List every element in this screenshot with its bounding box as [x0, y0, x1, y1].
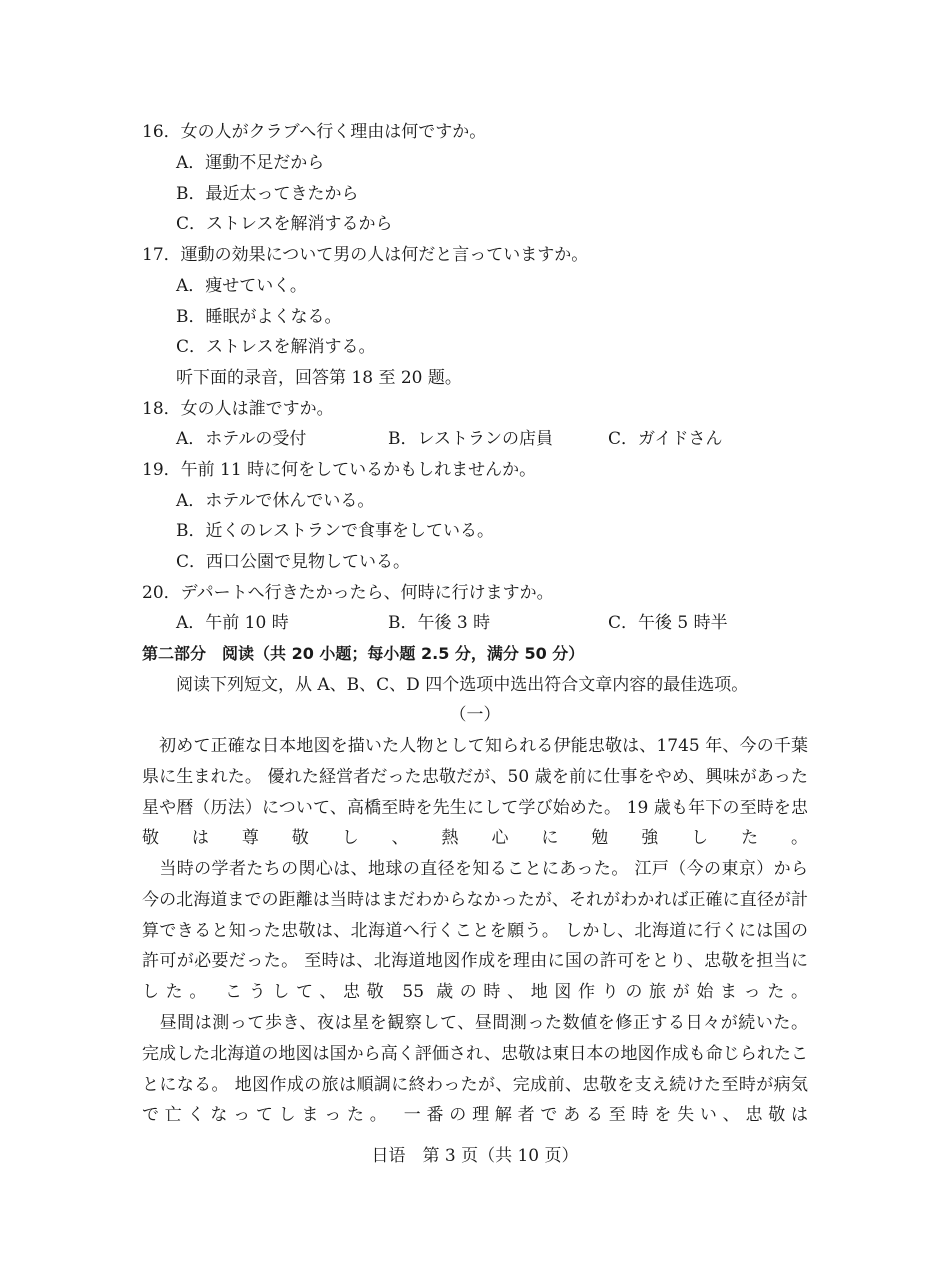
- reading-section-heading: 第二部分 阅读（共 20 小题；每小题 2.5 分，满分 50 分）: [142, 644, 585, 663]
- question-20-option-a: A．午前 10 時: [176, 613, 289, 633]
- question-20-option-c: C．午後 5 時半: [608, 613, 728, 633]
- question-17-option-c: C．ストレスを解消する。: [176, 337, 376, 357]
- question-20-stem: 20．デパートへ行きたかったら、何時に行けますか。: [142, 583, 554, 603]
- passage-paragraph-2: 当時の学者たちの関心は、地球の直径を知ることにあった。 江戸（今の東京）から今の北海道までの距離は当時はまだわからなかったが、それがわかれば正確に直径が計算できると知った忠敬は、北海道へ行くことを願う。 しかし、北海道に行くには国の許可が必要だった。 至時は、北海道地図作成を理由に国の許可をとり、忠敬を担当にした。 こうして、忠敬 55 歳の時、地図作りの旅が始まった。: [142, 859, 808, 1003]
- listening-instruction: 听下面的录音，回答第 18 至 20 题。: [176, 368, 462, 388]
- question-19-option-a: A．ホテルで休んでいる。: [176, 491, 375, 511]
- question-18-option-b: B．レストランの店員: [388, 429, 553, 449]
- question-17-option-b: B．睡眠がよくなる。: [176, 307, 342, 327]
- passage-paragraph-3: 昼間は測って歩き、夜は星を観察して、昼間測った数値を修正する日々が続いた。 完成した北海道の地図は国から高く評価され、忠敬は東日本の地図作成も命じられたことになる。 地図作成の旅は順調に終わったが、完成前、忠敬を支え続けた至時が病気で亡くなってしまった。 一番の理解者である至時を失い、忠敬は: [142, 1013, 808, 1126]
- question-18-option-a: A．ホテルの受付: [176, 429, 307, 449]
- page-footer: 日语 第 3 页（共 10 页）: [371, 1146, 579, 1166]
- question-17-option-a: A．痩せていく。: [176, 276, 307, 296]
- passage-paragraph-1: 初めて正確な日本地図を描いた人物として知られる伊能忠敬は、1745 年、今の千葉県に生まれた。 優れた経営者だった忠敬だが、50 歳を前に仕事をやめ、興味があった星や暦（历法）について、高橋至時を先生にして学び始めた。 19 歳も年下の至時を忠敬は尊敬し、熱心に勉強した。: [142, 736, 808, 849]
- question-19-option-b: B．近くのレストランで食事をしている。: [176, 521, 494, 541]
- question-18-option-c: C．ガイドさん: [608, 429, 723, 449]
- question-16-option-b: B．最近太ってきたから: [176, 184, 359, 204]
- question-18-stem: 18．女の人は誰ですか。: [142, 399, 334, 419]
- passage-number: （一）: [449, 705, 501, 725]
- question-19-stem: 19．午前 11 時に何をしているかもしれませんか。: [142, 460, 537, 480]
- question-16-stem: 16．女の人がクラブへ行く理由は何ですか。: [142, 122, 487, 142]
- question-16-option-a: A．運動不足だから: [176, 153, 325, 173]
- reading-instruction: 阅读下列短文，从 A、B、C、D 四个选项中选出符合文章内容的最佳选项。: [176, 675, 749, 695]
- question-20-option-b: B．午後 3 時: [388, 613, 491, 633]
- question-16-option-c: C．ストレスを解消するから: [176, 214, 393, 234]
- question-19-option-c: C．西口公園で見物している。: [176, 552, 411, 572]
- question-17-stem: 17．運動の効果について男の人は何だと言っていますか。: [142, 245, 589, 265]
